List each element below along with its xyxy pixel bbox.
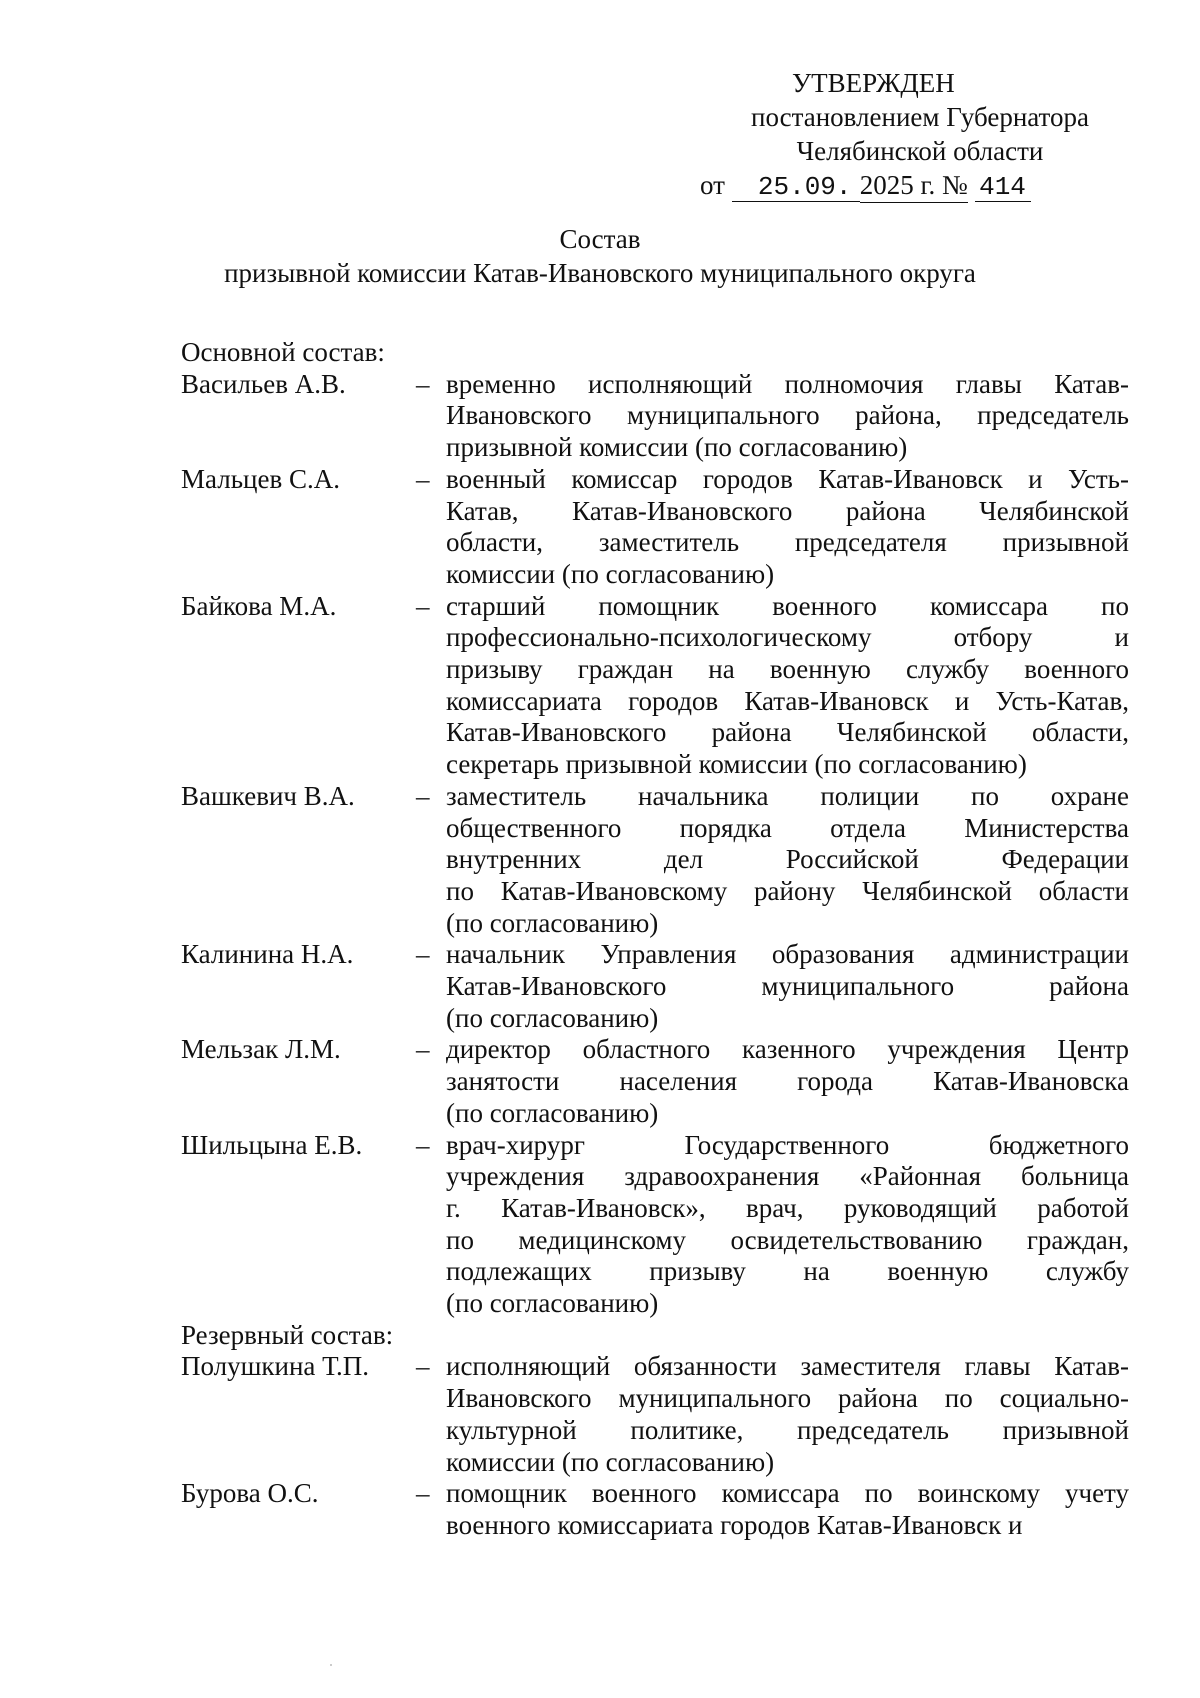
member-role-line: (по согласованию) (446, 1097, 659, 1128)
member-role-line: исполняющий обязанности заместителя главы Катав- (446, 1351, 1129, 1382)
member-role-line: внутренних дел Российской Федерации (446, 844, 1129, 875)
member-dash: – (416, 1129, 430, 1160)
member-role-line: комиссии (по согласованию) (446, 558, 775, 589)
member-role (446, 939, 1129, 1034)
member-role-line: профессионально-психологическому отбору и (446, 622, 1129, 653)
title-line-2: призывной комиссии Катав-Ивановского муниципального округа (224, 258, 976, 288)
member-name: Полушкина Т.П. (181, 1351, 369, 1382)
member-role-line: секретарь призывной комиссии (по согласованию) (446, 749, 1027, 780)
member-dash: – (416, 780, 430, 811)
member-role-line: призывной комиссии (по согласованию) (446, 432, 908, 463)
member-role-line: (по согласованию) (446, 907, 659, 938)
member-row (181, 464, 1129, 591)
member-role-line: области, заместитель председателя призывной (446, 527, 1129, 558)
commission-members (181, 337, 1129, 1542)
year-suffix: 2025 г. № (860, 168, 968, 203)
member-dash: – (416, 1478, 430, 1509)
member-row (181, 1478, 1129, 1541)
member-role-line: директор областного казенного учреждения Центр (446, 1034, 1129, 1065)
approval-stamp (700, 66, 1140, 203)
member-role-line: (по согласованию) (446, 1288, 659, 1319)
member-dash: – (416, 1034, 430, 1065)
member-role-line: культурной политике, председатель призывной (446, 1414, 1129, 1445)
document-title (0, 222, 1200, 290)
approval-number: 414 (975, 173, 1031, 202)
member-dash: – (416, 463, 430, 494)
member-role-line: комиссариата городов Катав-Ивановск и Усть-Катав, (446, 685, 1129, 716)
member-row (181, 939, 1129, 1034)
member-role-line: врач-хирург Государственного бюджетного (446, 1129, 1129, 1160)
approval-region: Челябинской области (796, 136, 1044, 166)
member-row (181, 591, 1129, 781)
approved-heading: УТВЕРЖДЕН (792, 68, 955, 98)
member-role-line: комиссии (по согласованию) (446, 1446, 775, 1477)
member-row (181, 781, 1129, 940)
member-dash: – (416, 368, 430, 399)
member-role-line: Катав-Ивановского района Челябинской области, (446, 717, 1129, 748)
member-name: Мельзак Л.М. (181, 1034, 341, 1065)
approval-date: 25.09. (732, 173, 860, 202)
member-role-line: военного комиссариата городов Катав-Ивановск и (446, 1509, 1023, 1540)
member-role-line: подлежащих призыву на военную службу (446, 1256, 1129, 1287)
member-role (446, 1034, 1129, 1129)
member-role-line: призыву граждан на военную службу военного (446, 654, 1129, 685)
member-role (446, 1351, 1129, 1478)
member-dash: – (416, 590, 430, 621)
reserve-section-label: Резервный состав: (181, 1319, 394, 1350)
member-name: Мальцев С.А. (181, 463, 340, 494)
member-row (181, 1130, 1129, 1320)
member-role (446, 369, 1129, 464)
member-name: Байкова М.А. (181, 590, 337, 621)
member-role-line: по медицинскому освидетельствованию граждан, (446, 1224, 1129, 1255)
member-role-line: старший помощник военного комиссара по (446, 590, 1129, 621)
approval-date-line (700, 170, 1031, 200)
member-row (181, 369, 1129, 464)
main-members-list (181, 369, 1129, 1320)
member-row (181, 1034, 1129, 1129)
member-role (446, 591, 1129, 781)
member-role (446, 1130, 1129, 1320)
member-role-line: по Катав-Ивановскому району Челябинской области (446, 875, 1129, 906)
member-role-line: учреждения здравоохранения «Районная больница (446, 1161, 1129, 1192)
member-role-line: общественного порядка отдела Министерства (446, 812, 1129, 843)
member-role-line: Ивановского муниципального района, председатель (446, 400, 1129, 431)
member-role-line: г. Катав-Ивановск», врач, руководящий работой (446, 1192, 1129, 1223)
member-role-line: военный комиссар городов Катав-Ивановск и Усть- (446, 463, 1129, 494)
member-role-line: Катав, Катав-Ивановского района Челябинской (446, 495, 1129, 526)
member-name: Бурова О.С. (181, 1478, 319, 1509)
member-role-line: (по согласованию) (446, 1002, 659, 1033)
title-line-1: Состав (559, 224, 641, 254)
member-role (446, 464, 1129, 591)
member-role-line: Ивановского муниципального района по социально- (446, 1383, 1129, 1414)
date-prefix: от (700, 170, 725, 200)
member-name: Калинина Н.А. (181, 939, 354, 970)
member-role (446, 1478, 1129, 1541)
approval-authority: постановлением Губернатора (751, 102, 1089, 132)
main-section-label: Основной состав: (181, 337, 385, 367)
member-role-line: заместитель начальника полиции по охране (446, 780, 1129, 811)
member-dash: – (416, 939, 430, 970)
reserve-members-list (181, 1351, 1129, 1541)
member-role-line: помощник военного комиссара по воинскому учету (446, 1478, 1129, 1509)
member-dash: – (416, 1351, 430, 1382)
member-role-line: занятости населения города Катав-Ивановска (446, 1066, 1129, 1097)
member-name: Васильев А.В. (181, 368, 346, 399)
scan-speck (330, 1664, 332, 1666)
member-role-line: начальник Управления образования администрации (446, 939, 1129, 970)
member-row (181, 1351, 1129, 1478)
member-role-line: временно исполняющий полномочия главы Катав- (446, 368, 1129, 399)
member-name: Шильцына Е.В. (181, 1129, 363, 1160)
member-role (446, 781, 1129, 940)
member-role-line: Катав-Ивановского муниципального района (446, 971, 1129, 1002)
member-name: Вашкевич В.А. (181, 780, 355, 811)
